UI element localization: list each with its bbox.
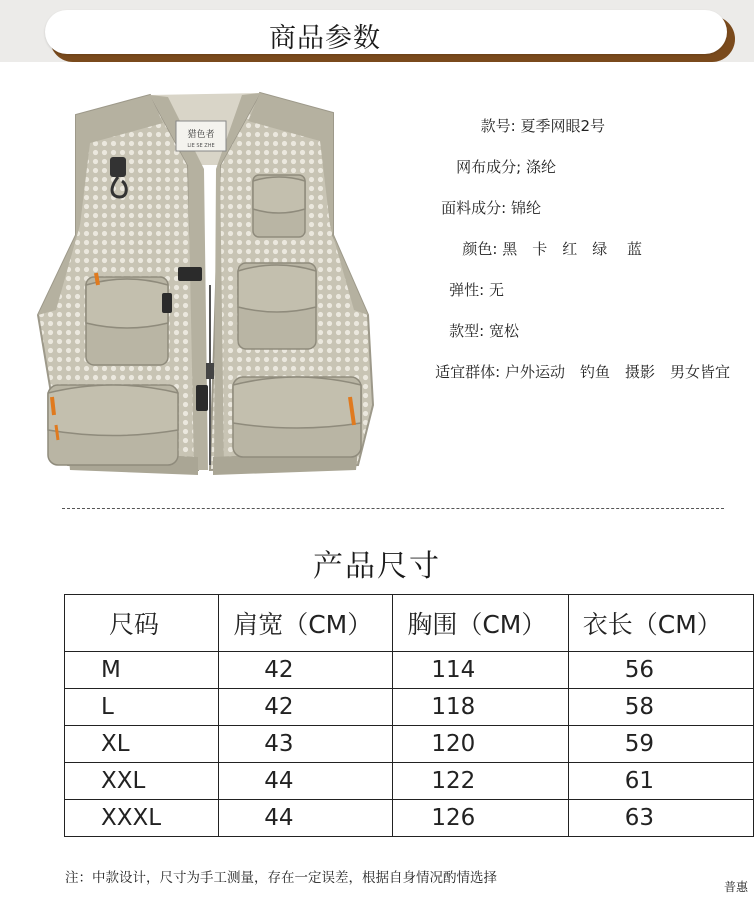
table-header-row <box>65 595 754 652</box>
spec-value: 夏季网眼2号 <box>520 117 605 135</box>
spec-key: 面料成分: <box>441 199 507 217</box>
spec-row <box>449 279 504 300</box>
spec-row <box>441 197 541 218</box>
spec-key: 款型: <box>449 322 485 340</box>
spec-row <box>449 320 519 341</box>
size-section-title: 产品尺寸 <box>313 549 441 584</box>
length-cell: 59 <box>568 726 753 763</box>
length-cell: 63 <box>568 800 753 837</box>
size-cell: XXXL <box>65 800 219 837</box>
column-header: 尺码 <box>65 595 219 652</box>
spec-value: 户外运动 钓鱼 摄影 男女皆宜 <box>504 363 730 381</box>
spec-key: 款号: <box>480 117 516 135</box>
spec-row <box>435 361 730 382</box>
length-cell: 56 <box>568 652 753 689</box>
page-title: 商品参数 <box>269 23 381 54</box>
measurement-note: 注：中款设计，尺寸为手工测量，存在一定误差，根据自身情况酌情选择 <box>65 870 497 886</box>
table-row <box>65 652 754 689</box>
spec-key: 弹性: <box>449 281 485 299</box>
spec-value: 涤纶 <box>525 158 556 176</box>
table-row <box>65 763 754 800</box>
column-header: 肩宽（CM） <box>219 595 393 652</box>
shoulder-cell: 44 <box>219 763 393 800</box>
chest-cell: 118 <box>393 689 568 726</box>
size-cell: XL <box>65 726 219 763</box>
shoulder-cell: 44 <box>219 800 393 837</box>
brand-label-sub: LIE SE ZHE <box>187 143 215 149</box>
column-header: 衣长（CM） <box>568 595 753 652</box>
spec-row <box>462 238 642 259</box>
spec-value: 无 <box>488 281 504 299</box>
shoulder-cell: 42 <box>219 652 393 689</box>
chest-cell: 126 <box>393 800 568 837</box>
column-header: 胸围（CM） <box>393 595 568 652</box>
spec-value: 黑 卡 红 绿 蓝 <box>502 240 642 258</box>
table-row <box>65 689 754 726</box>
shoulder-cell: 42 <box>219 689 393 726</box>
spec-row <box>481 115 605 136</box>
spec-value: 锦纶 <box>510 199 541 217</box>
length-cell: 58 <box>568 689 753 726</box>
brand-label-text: 猎色者 <box>187 130 215 140</box>
chest-cell: 120 <box>393 726 568 763</box>
chest-cell: 122 <box>393 763 568 800</box>
size-cell: L <box>65 689 219 726</box>
table-row <box>65 726 754 763</box>
product-image <box>28 85 383 490</box>
size-cell: M <box>65 652 219 689</box>
size-cell: XXL <box>65 763 219 800</box>
spec-key: 适宜群体: <box>435 363 501 381</box>
table-row <box>65 800 754 837</box>
section-divider <box>62 508 724 509</box>
corner-text: 普惠 <box>723 880 748 894</box>
size-table <box>64 594 754 837</box>
spec-key: 网布成分; <box>456 158 522 176</box>
spec-key: 颜色: <box>462 240 498 258</box>
spec-row <box>456 156 556 177</box>
spec-value: 宽松 <box>488 322 519 340</box>
chest-cell: 114 <box>393 652 568 689</box>
length-cell: 61 <box>568 763 753 800</box>
shoulder-cell: 43 <box>219 726 393 763</box>
header-banner <box>45 10 727 54</box>
vest-illustration <box>28 85 383 490</box>
